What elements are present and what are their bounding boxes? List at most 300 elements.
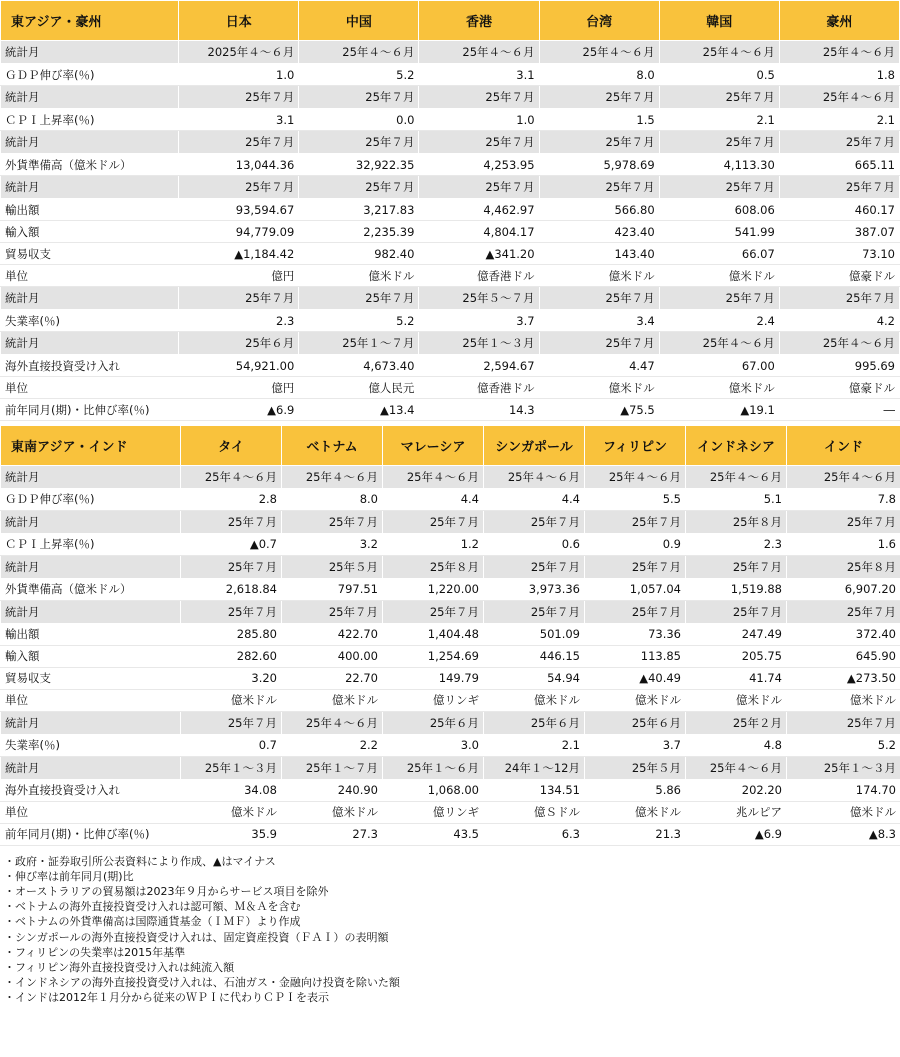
- period-cell: 25年４～６月: [686, 465, 787, 488]
- value-cell: 73.36: [585, 623, 686, 645]
- indicator-row: [1, 533, 900, 555]
- value-cell: 億人民元: [299, 377, 419, 399]
- period-cell: 25年７月: [179, 287, 299, 310]
- value-cell: 億米ドル: [787, 689, 900, 711]
- indicator-label: 外貨準備高（億米ドル）: [1, 578, 181, 600]
- indicator-label: ＧＤＰ伸び率(％): [1, 488, 181, 510]
- period-label: 統計月: [1, 41, 179, 64]
- period-cell: 25年７月: [787, 510, 900, 533]
- value-cell: 億円: [179, 377, 299, 399]
- period-cell: 25年１～７月: [299, 332, 419, 355]
- value-cell: 3.20: [181, 667, 282, 689]
- period-cell: 25年７月: [539, 332, 659, 355]
- value-cell: 3,217.83: [299, 199, 419, 221]
- indicator-label: ＣＰＩ上昇率(％): [1, 533, 181, 555]
- value-cell: 35.9: [181, 823, 282, 845]
- period-cell: 25年７月: [787, 711, 900, 734]
- period-cell: 25年７月: [299, 176, 419, 199]
- indicator-label: 単位: [1, 377, 179, 399]
- period-cell: 25年１～６月: [383, 756, 484, 779]
- indicator-label: 単位: [1, 801, 181, 823]
- indicator-label: 輸出額: [1, 623, 181, 645]
- value-cell: 兆ルピア: [686, 801, 787, 823]
- country-header: タイ: [181, 425, 282, 465]
- value-cell: 400.00: [282, 645, 383, 667]
- footnote-line: ・インドネシアの海外直接投資受け入れは、石油ガス・金融向け投資を除いた額: [4, 976, 400, 990]
- value-cell: 億豪ドル: [779, 265, 899, 287]
- indicator-label: 失業率(％): [1, 734, 181, 756]
- country-header: 中国: [299, 1, 419, 41]
- value-cell: ▲0.7: [181, 533, 282, 555]
- value-cell: 14.3: [419, 399, 539, 421]
- indicator-label: ＣＰＩ上昇率(％): [1, 109, 179, 131]
- period-cell: 25年４～６月: [484, 465, 585, 488]
- period-label: 統計月: [1, 131, 179, 154]
- period-row: [1, 711, 900, 734]
- value-cell: 2.2: [282, 734, 383, 756]
- period-cell: 25年７月: [383, 510, 484, 533]
- indicator-row: [1, 377, 900, 399]
- period-cell: 25年４～６月: [686, 756, 787, 779]
- country-header: 豪州: [779, 1, 899, 41]
- period-label: 統計月: [1, 555, 181, 578]
- value-cell: 2.1: [659, 109, 779, 131]
- period-cell: 25年７月: [484, 555, 585, 578]
- indicator-row: [1, 578, 900, 600]
- value-cell: ▲13.4: [299, 399, 419, 421]
- indicator-row: [1, 823, 900, 845]
- value-cell: 2.4: [659, 310, 779, 332]
- value-cell: 240.90: [282, 779, 383, 801]
- value-cell: 3.0: [383, 734, 484, 756]
- value-cell: 387.07: [779, 221, 899, 243]
- value-cell: 4,113.30: [659, 154, 779, 176]
- value-cell: 54,921.00: [179, 355, 299, 377]
- country-header: フィリピン: [585, 425, 686, 465]
- value-cell: 1,068.00: [383, 779, 484, 801]
- value-cell: 13,044.36: [179, 154, 299, 176]
- period-cell: 25年７月: [539, 86, 659, 109]
- period-row: [1, 287, 900, 310]
- period-cell: 25年４～６月: [779, 86, 899, 109]
- value-cell: 285.80: [181, 623, 282, 645]
- header-row: [1, 425, 900, 465]
- period-cell: 25年７月: [299, 131, 419, 154]
- value-cell: 3.1: [179, 109, 299, 131]
- value-cell: 372.40: [787, 623, 900, 645]
- value-cell: ▲40.49: [585, 667, 686, 689]
- indicator-label: 輸入額: [1, 645, 181, 667]
- indicator-row: [1, 801, 900, 823]
- value-cell: 1.5: [539, 109, 659, 131]
- value-cell: 5,978.69: [539, 154, 659, 176]
- indicator-row: [1, 488, 900, 510]
- value-cell: 797.51: [282, 578, 383, 600]
- period-cell: 25年７月: [686, 600, 787, 623]
- period-label: 統計月: [1, 600, 181, 623]
- indicator-label: 前年同月(期)・比伸び率(％): [1, 823, 181, 845]
- value-cell: 5.2: [787, 734, 900, 756]
- value-cell: 21.3: [585, 823, 686, 845]
- indicator-row: [1, 779, 900, 801]
- country-header: マレーシア: [383, 425, 484, 465]
- value-cell: 41.74: [686, 667, 787, 689]
- value-cell: 93,594.67: [179, 199, 299, 221]
- value-cell: 3.7: [419, 310, 539, 332]
- value-cell: 4,253.95: [419, 154, 539, 176]
- value-cell: 億米ドル: [659, 377, 779, 399]
- period-cell: 25年５月: [282, 555, 383, 578]
- value-cell: 億米ドル: [484, 689, 585, 711]
- value-cell: 22.70: [282, 667, 383, 689]
- period-cell: 25年７月: [779, 131, 899, 154]
- period-row: [1, 131, 900, 154]
- period-row: [1, 332, 900, 355]
- indicator-row: [1, 667, 900, 689]
- value-cell: 1.0: [179, 64, 299, 86]
- period-cell: 25年４～６月: [282, 711, 383, 734]
- period-cell: 25年１～３月: [181, 756, 282, 779]
- period-cell: 25年７月: [539, 131, 659, 154]
- period-cell: 24年１～12月: [484, 756, 585, 779]
- country-header: 日本: [179, 1, 299, 41]
- value-cell: 5.2: [299, 310, 419, 332]
- value-cell: ▲6.9: [686, 823, 787, 845]
- value-cell: 1,254.69: [383, 645, 484, 667]
- period-label: 統計月: [1, 176, 179, 199]
- period-cell: 25年４～６月: [659, 41, 779, 64]
- east-asia-table: [0, 0, 900, 421]
- value-cell: 2,235.39: [299, 221, 419, 243]
- indicator-label: 失業率(％): [1, 310, 179, 332]
- period-cell: 25年１～３月: [419, 332, 539, 355]
- footnote-line: ・フィリピン海外直接投資受け入れは純流入額: [4, 960, 235, 974]
- value-cell: 4.4: [383, 488, 484, 510]
- value-cell: 4.8: [686, 734, 787, 756]
- period-cell: 25年８月: [686, 510, 787, 533]
- period-cell: 25年７月: [179, 86, 299, 109]
- period-cell: 25年７月: [585, 600, 686, 623]
- period-cell: 25年７月: [419, 86, 539, 109]
- period-cell: 25年６月: [484, 711, 585, 734]
- period-cell: 25年４～６月: [299, 41, 419, 64]
- indicator-row: [1, 734, 900, 756]
- value-cell: 億米ドル: [585, 689, 686, 711]
- period-cell: 25年７月: [484, 510, 585, 533]
- value-cell: 446.15: [484, 645, 585, 667]
- value-cell: 億リンギ: [383, 801, 484, 823]
- value-cell: 8.0: [539, 64, 659, 86]
- period-cell: 2025年４～６月: [179, 41, 299, 64]
- value-cell: 608.06: [659, 199, 779, 221]
- indicator-row: [1, 399, 900, 421]
- value-cell: 3.4: [539, 310, 659, 332]
- value-cell: ▲6.9: [179, 399, 299, 421]
- value-cell: 2.1: [779, 109, 899, 131]
- indicator-label: ＧＤＰ伸び率(％): [1, 64, 179, 86]
- indicator-row: [1, 199, 900, 221]
- period-row: [1, 465, 900, 488]
- value-cell: 億香港ドル: [419, 377, 539, 399]
- period-label: 統計月: [1, 711, 181, 734]
- value-cell: 995.69: [779, 355, 899, 377]
- period-cell: 25年７月: [659, 131, 779, 154]
- period-cell: 25年２月: [686, 711, 787, 734]
- value-cell: 94,779.09: [179, 221, 299, 243]
- period-cell: 25年７月: [539, 176, 659, 199]
- footnote-line: ・ベトナムの外貨準備高は国際通貨基金（ＩＭＦ）より作成: [4, 915, 301, 929]
- period-cell: 25年４～６月: [419, 41, 539, 64]
- value-cell: 0.9: [585, 533, 686, 555]
- period-cell: 25年７月: [179, 131, 299, 154]
- period-cell: 25年１～７月: [282, 756, 383, 779]
- value-cell: 2.3: [179, 310, 299, 332]
- value-cell: 億香港ドル: [419, 265, 539, 287]
- value-cell: 54.94: [484, 667, 585, 689]
- value-cell: 0.5: [659, 64, 779, 86]
- period-cell: 25年５月: [585, 756, 686, 779]
- value-cell: 1.2: [383, 533, 484, 555]
- value-cell: 541.99: [659, 221, 779, 243]
- value-cell: 4.2: [779, 310, 899, 332]
- value-cell: 3.1: [419, 64, 539, 86]
- indicator-row: [1, 645, 900, 667]
- value-cell: 1,057.04: [585, 578, 686, 600]
- value-cell: 1,519.88: [686, 578, 787, 600]
- region-title: 東アジア・豪州: [1, 1, 179, 41]
- value-cell: 億米ドル: [539, 265, 659, 287]
- period-row: [1, 86, 900, 109]
- value-cell: 134.51: [484, 779, 585, 801]
- indicator-row: [1, 109, 900, 131]
- period-cell: 25年７月: [282, 510, 383, 533]
- value-cell: ▲19.1: [659, 399, 779, 421]
- period-cell: 25年７月: [299, 86, 419, 109]
- value-cell: 億米ドル: [686, 689, 787, 711]
- indicator-label: 海外直接投資受け入れ: [1, 779, 181, 801]
- value-cell: 億円: [179, 265, 299, 287]
- indicator-row: [1, 355, 900, 377]
- footnotes: [0, 846, 900, 1006]
- period-cell: 25年７月: [419, 131, 539, 154]
- value-cell: 億米ドル: [181, 801, 282, 823]
- value-cell: 43.5: [383, 823, 484, 845]
- period-row: [1, 600, 900, 623]
- period-cell: 25年８月: [383, 555, 484, 578]
- indicator-label: 外貨準備高（億米ドル）: [1, 154, 179, 176]
- indicator-row: [1, 689, 900, 711]
- value-cell: 億豪ドル: [779, 377, 899, 399]
- region-title: 東南アジア・インド: [1, 425, 181, 465]
- value-cell: 5.2: [299, 64, 419, 86]
- value-cell: 4.4: [484, 488, 585, 510]
- footnote-line: ・フィリピンの失業率は2015年基準: [4, 945, 186, 959]
- period-row: [1, 756, 900, 779]
- value-cell: 7.8: [787, 488, 900, 510]
- value-cell: 億米ドル: [585, 801, 686, 823]
- country-header: 韓国: [659, 1, 779, 41]
- period-cell: 25年７月: [383, 600, 484, 623]
- value-cell: 1.8: [779, 64, 899, 86]
- value-cell: 2.8: [181, 488, 282, 510]
- period-cell: 25年４～６月: [539, 41, 659, 64]
- period-cell: 25年７月: [539, 287, 659, 310]
- value-cell: 0.7: [181, 734, 282, 756]
- footnote-line: ・オーストラリアの貿易額は2023年９月からサービス項目を除外: [4, 884, 329, 898]
- period-cell: 25年７月: [282, 600, 383, 623]
- value-cell: 2,618.84: [181, 578, 282, 600]
- value-cell: 5.86: [585, 779, 686, 801]
- footnote-line: ・政府・証券取引所公表資料により作成、▲はマイナス: [4, 854, 276, 868]
- footnote-line: ・伸び率は前年同月(期)比: [4, 869, 134, 883]
- value-cell: 66.07: [659, 243, 779, 265]
- footnote-line: ・インドは2012年１月分から従来のＷＰＩに代わりＣＰＩを表示: [4, 991, 329, 1005]
- value-cell: 174.70: [787, 779, 900, 801]
- value-cell: 4,673.40: [299, 355, 419, 377]
- value-cell: 3,973.36: [484, 578, 585, 600]
- indicator-label: 海外直接投資受け入れ: [1, 355, 179, 377]
- period-cell: 25年５～７月: [419, 287, 539, 310]
- period-cell: 25年７月: [419, 176, 539, 199]
- period-cell: 25年７月: [181, 555, 282, 578]
- value-cell: 282.60: [181, 645, 282, 667]
- value-cell: 3.2: [282, 533, 383, 555]
- value-cell: 億米ドル: [282, 801, 383, 823]
- period-label: 統計月: [1, 86, 179, 109]
- value-cell: 0.6: [484, 533, 585, 555]
- period-cell: 25年７月: [659, 176, 779, 199]
- period-cell: 25年７月: [484, 600, 585, 623]
- period-cell: 25年４～６月: [383, 465, 484, 488]
- indicator-label: 貿易収支: [1, 243, 179, 265]
- period-cell: 25年４～６月: [659, 332, 779, 355]
- value-cell: 5.1: [686, 488, 787, 510]
- indicator-row: [1, 310, 900, 332]
- period-cell: 25年７月: [181, 711, 282, 734]
- value-cell: 27.3: [282, 823, 383, 845]
- period-cell: 25年４～６月: [181, 465, 282, 488]
- indicator-label: 輸出額: [1, 199, 179, 221]
- period-row: [1, 176, 900, 199]
- value-cell: 4,462.97: [419, 199, 539, 221]
- period-row: [1, 510, 900, 533]
- value-cell: 2,594.67: [419, 355, 539, 377]
- value-cell: 1,404.48: [383, 623, 484, 645]
- value-cell: 1,220.00: [383, 578, 484, 600]
- period-cell: 25年７月: [787, 600, 900, 623]
- period-label: 統計月: [1, 465, 181, 488]
- value-cell: ▲341.20: [419, 243, 539, 265]
- period-cell: 25年６月: [179, 332, 299, 355]
- value-cell: 億米ドル: [282, 689, 383, 711]
- period-row: [1, 41, 900, 64]
- indicator-label: 貿易収支: [1, 667, 181, 689]
- value-cell: 982.40: [299, 243, 419, 265]
- value-cell: 億米ドル: [659, 265, 779, 287]
- period-cell: 25年７月: [181, 510, 282, 533]
- footnote-line: ・ベトナムの海外直接投資受け入れは認可額、Ｍ＆Ａを含む: [4, 900, 301, 914]
- country-header: インドネシア: [686, 425, 787, 465]
- indicator-row: [1, 64, 900, 86]
- indicator-row: [1, 154, 900, 176]
- value-cell: ―: [779, 399, 899, 421]
- country-header: シンガポール: [484, 425, 585, 465]
- period-cell: 25年６月: [383, 711, 484, 734]
- value-cell: 665.11: [779, 154, 899, 176]
- header-row: [1, 1, 900, 41]
- value-cell: 1.6: [787, 533, 900, 555]
- value-cell: 1.0: [419, 109, 539, 131]
- period-cell: 25年４～６月: [787, 465, 900, 488]
- value-cell: 5.5: [585, 488, 686, 510]
- country-header: 台湾: [539, 1, 659, 41]
- indicator-row: [1, 221, 900, 243]
- period-cell: 25年７月: [779, 287, 899, 310]
- period-label: 統計月: [1, 756, 181, 779]
- period-cell: 25年７月: [585, 555, 686, 578]
- value-cell: ▲8.3: [787, 823, 900, 845]
- indicator-row: [1, 265, 900, 287]
- period-cell: 25年７月: [179, 176, 299, 199]
- country-header: インド: [787, 425, 900, 465]
- period-cell: 25年８月: [787, 555, 900, 578]
- southeast-asia-table: [0, 421, 900, 846]
- period-cell: 25年７月: [686, 555, 787, 578]
- period-cell: 25年６月: [585, 711, 686, 734]
- period-label: 統計月: [1, 332, 179, 355]
- period-cell: 25年１～３月: [787, 756, 900, 779]
- value-cell: 67.00: [659, 355, 779, 377]
- value-cell: 645.90: [787, 645, 900, 667]
- period-row: [1, 555, 900, 578]
- value-cell: 73.10: [779, 243, 899, 265]
- value-cell: 149.79: [383, 667, 484, 689]
- indicator-row: [1, 243, 900, 265]
- indicator-label: 前年同月(期)・比伸び率(％): [1, 399, 179, 421]
- country-header: ベトナム: [282, 425, 383, 465]
- value-cell: 2.1: [484, 734, 585, 756]
- value-cell: 4,804.17: [419, 221, 539, 243]
- value-cell: 3.7: [585, 734, 686, 756]
- value-cell: 247.49: [686, 623, 787, 645]
- value-cell: 億米ドル: [299, 265, 419, 287]
- period-cell: 25年４～６月: [779, 332, 899, 355]
- indicator-label: 輸入額: [1, 221, 179, 243]
- value-cell: 6,907.20: [787, 578, 900, 600]
- value-cell: 422.70: [282, 623, 383, 645]
- value-cell: 6.3: [484, 823, 585, 845]
- period-cell: 25年４～６月: [282, 465, 383, 488]
- value-cell: 423.40: [539, 221, 659, 243]
- period-label: 統計月: [1, 287, 179, 310]
- period-cell: 25年７月: [585, 510, 686, 533]
- value-cell: 34.08: [181, 779, 282, 801]
- period-label: 統計月: [1, 510, 181, 533]
- period-cell: 25年４～６月: [779, 41, 899, 64]
- value-cell: 202.20: [686, 779, 787, 801]
- value-cell: 460.17: [779, 199, 899, 221]
- value-cell: 32,922.35: [299, 154, 419, 176]
- value-cell: 2.3: [686, 533, 787, 555]
- period-cell: 25年７月: [181, 600, 282, 623]
- indicator-label: 単位: [1, 265, 179, 287]
- value-cell: 億米ドル: [539, 377, 659, 399]
- value-cell: 113.85: [585, 645, 686, 667]
- value-cell: 205.75: [686, 645, 787, 667]
- period-cell: 25年７月: [779, 176, 899, 199]
- value-cell: 4.47: [539, 355, 659, 377]
- period-cell: 25年７月: [659, 287, 779, 310]
